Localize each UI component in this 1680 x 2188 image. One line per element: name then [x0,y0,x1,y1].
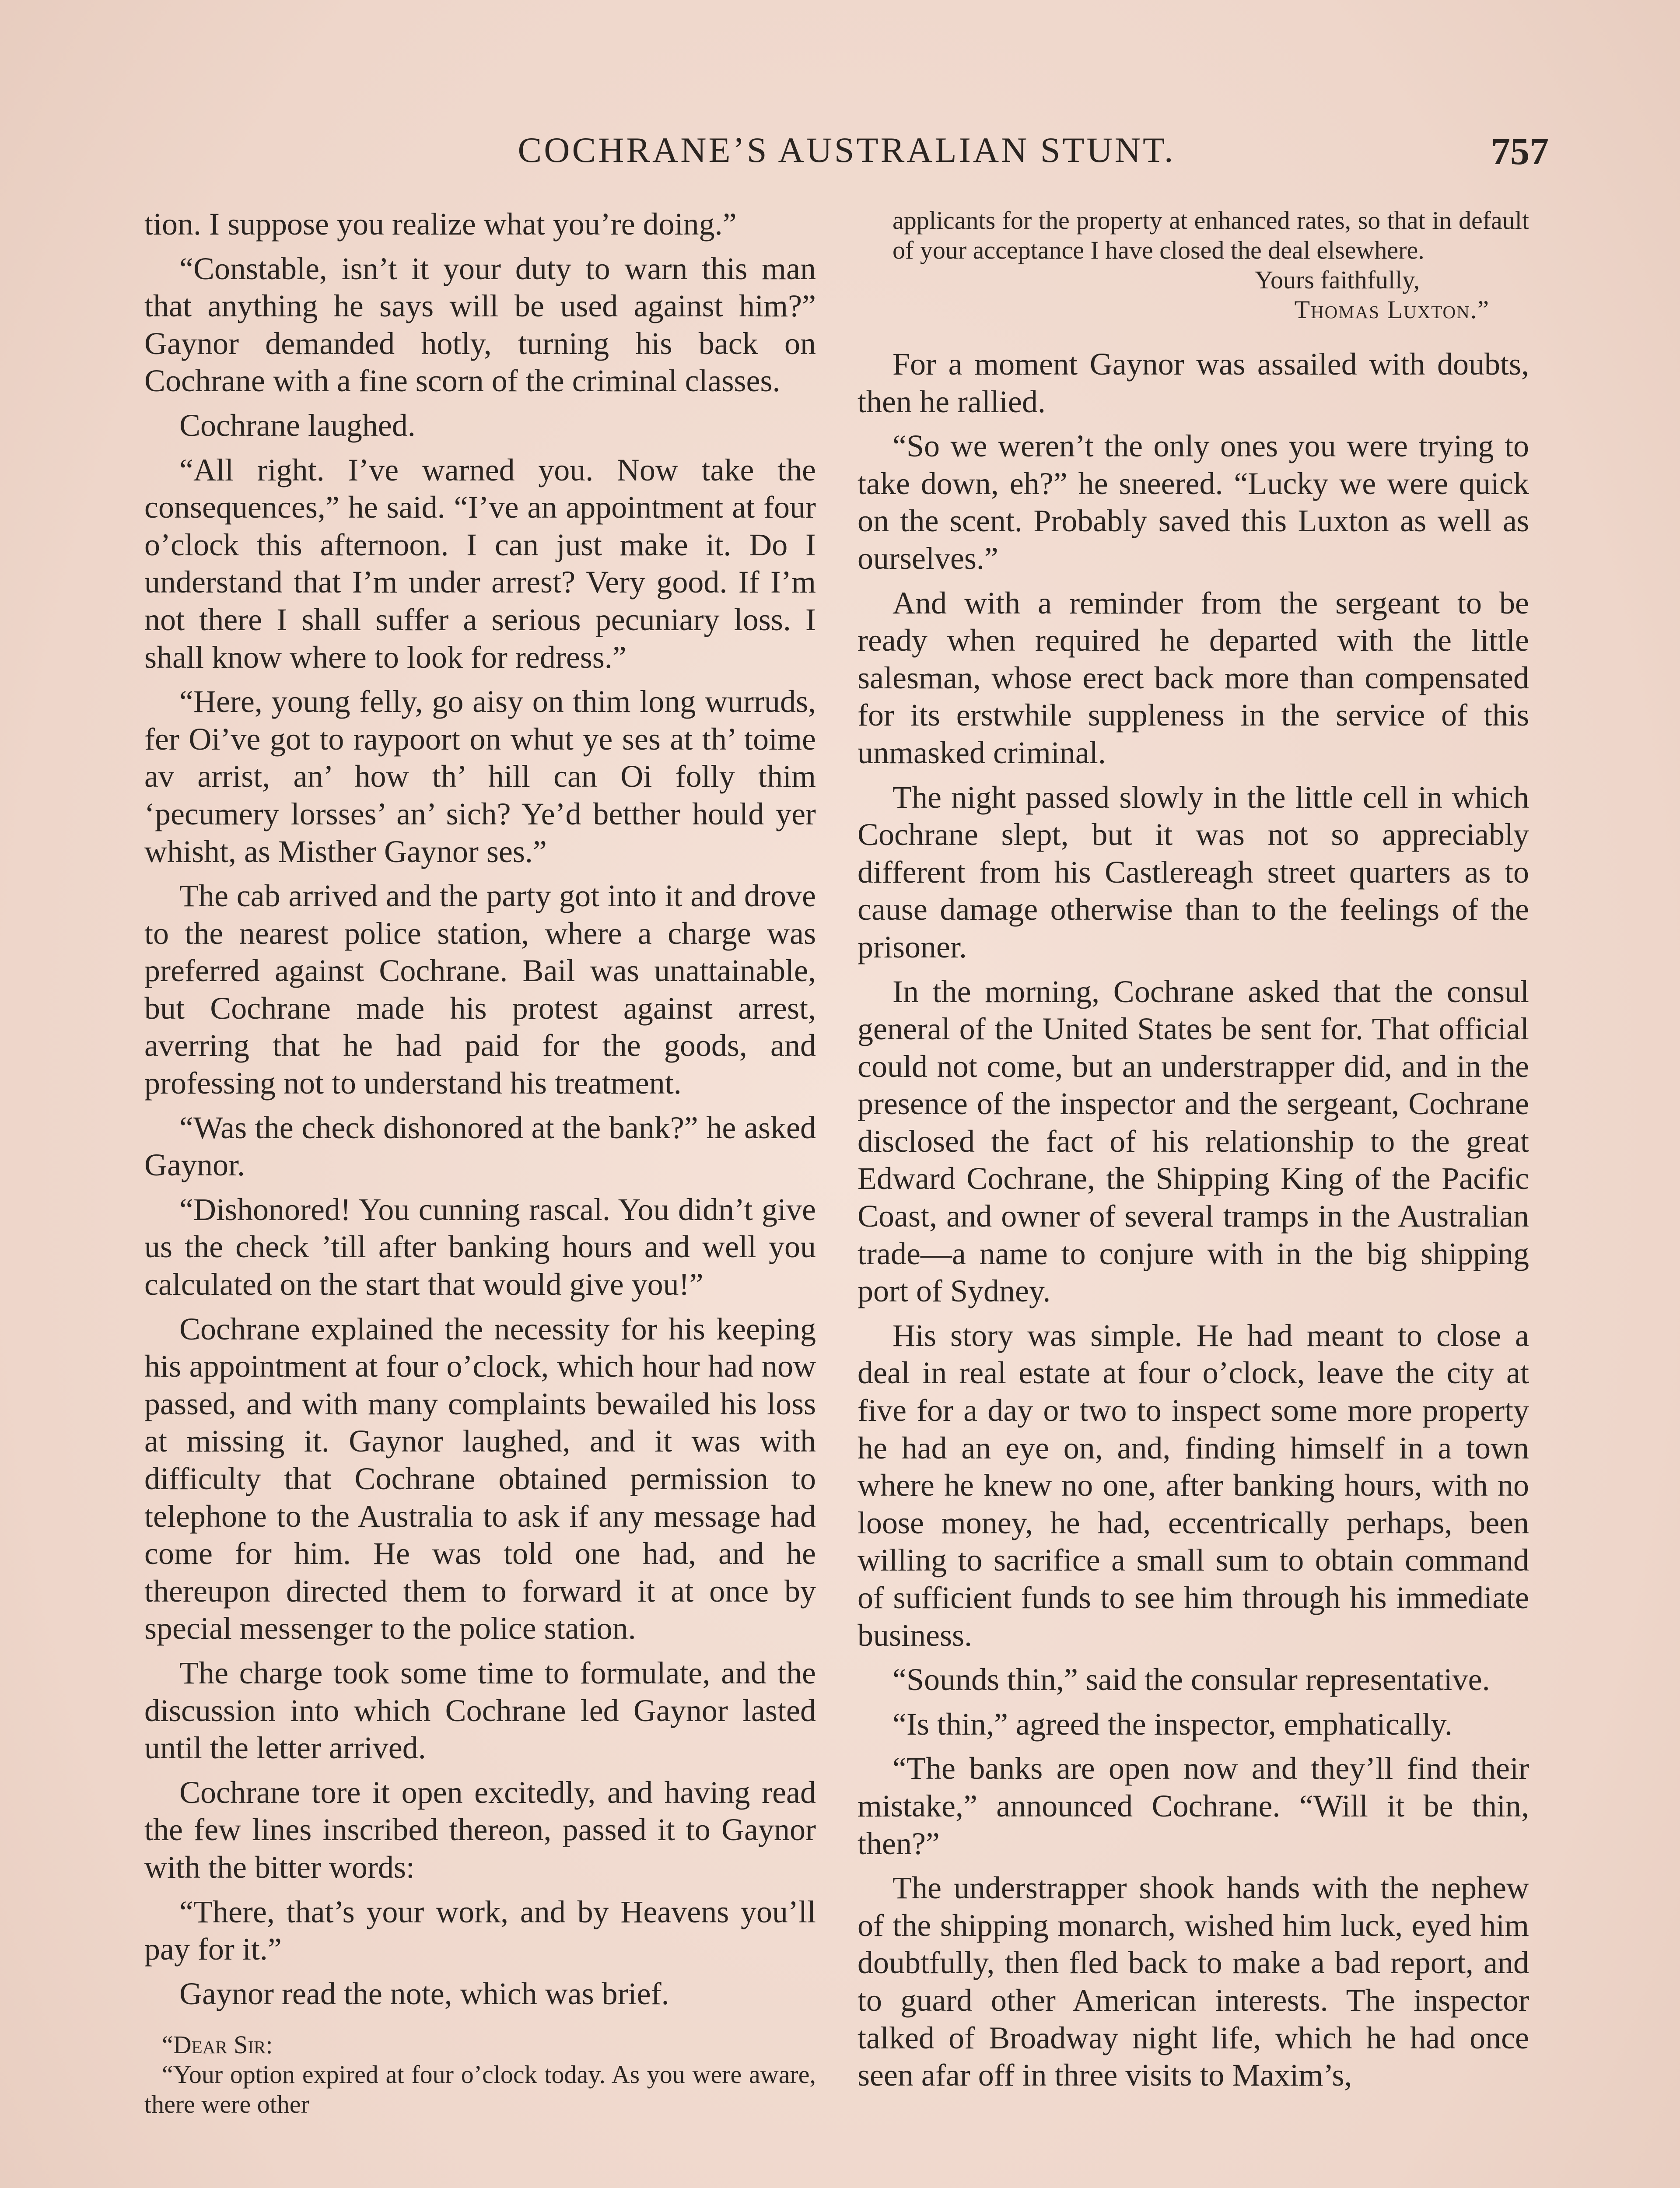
paragraph: “Is thin,” agreed the inspector, emphatically. [892,1706,1452,1742]
paragraph: His story was simple. He had meant to close a deal in real estate at four o’clock, leave the city at five for a day or two to inspect some more property he had an eye on, and, finding himself in a town where he knew no one, after banking hours, with no loose money, he had, eccentrically perhaps, been willing to sacrifice a small sum to obtain command of sufficient funds to see him through his immediate business. [858,1318,1529,1653]
page-number: 757 [1491,130,1549,173]
paragraph: “Was the check dishonored at the bank?” he asked Gaynor. [144,1110,816,1183]
letter-body-end: applicants for the property at enhanced rates, so that in default of your acceptance I have closed the deal elsewhere. [892,206,1529,264]
right-paragraphs [858,346,1529,2094]
paragraph: Cochrane explained the necessity for his keeping his appointment at four o’clock, which hour had now passed, and with many complaints bewailed his loss at missing it. Gaynor laughed, and it was with difficulty that Cochrane obtained permission to telephone to the Australia to ask if any message had come for him. He was told one had, and he thereupon directed them to forward it at once by special messenger to the police station. [144,1311,816,1646]
letter-block-start [144,2030,816,2119]
page-header [144,130,1549,182]
paragraph: The cab arrived and the party got into it and drove to the nearest police station, where a charge was preferred against Cochrane. Bail was unattainable, but Cochrane made his protest against arrest, averring that he had paid for the goods, and professing not to understand his treatment. [144,878,816,1101]
paragraph: For a moment Gaynor was assailed with doubts, then he rallied. [858,347,1529,419]
paragraph: And with a reminder from the sergeant to be ready when required he departed with the little salesman, whose erect back more than compensated for its erstwhile suppleness in the service of this unmasked criminal. [858,585,1529,770]
paragraph: tion. I suppose you realize what you’re doing.” [144,207,737,242]
left-paragraphs [144,206,816,2013]
letter-closing: Yours faithfully, [1254,266,1420,294]
right-column [858,206,1529,2094]
paragraph: “Constable, isn’t it your duty to warn this man that anything he says will be used against him?” Gaynor demanded hotly, turning his back on Cochrane with a fine scorn of the criminal classes. [144,251,816,399]
paragraph: “There, that’s your work, and by Heavens you’ll pay for it.” [144,1894,816,1967]
paragraph: Cochrane tore it open excitedly, and having read the few lines inscribed thereon, passed it to Gaynor with the bitter words: [144,1774,816,1885]
paragraph: In the morning, Cochrane asked that the consul general of the United States be sent for. That official could not come, but an understrapper did, and in the presence of the inspector and the sergeant, Cochrane disclosed the fact of his relationship to the great Edward Cochrane, the Shipping King of the Pacific Coast, and owner of several tramps in the Australian trade—a name to conjure with in the big shipping port of Sydney. [858,974,1529,1309]
paragraph: “All right. I’ve warned you. Now take the consequences,” he said. “I’ve an appointment at four o’clock this afternoon. I can just make it. Do I understand that I’m under arrest? Very good. If I’m not there I shall suffer a serious pecuniary loss. I shall know where to look for redress.” [144,452,816,675]
letter-block-end [858,206,1529,325]
paragraph: The charge took some time to formulate, and the discussion into which Cochrane led Gaynor lasted until the letter arrived. [144,1655,816,1766]
letter-body-start: “Your option expired at four o’clock today. As you were aware, there were other [144,2060,816,2119]
paragraph: “Here, young felly, go aisy on thim long wurruds, fer Oi’ve got to raypoort on whut ye ses at th’ toime av arrist, an’ how th’ hill can Oi folly thim ‘pecumery lorsses’ an’ sich? Ye’d betther hould yer whisht, as Misther Gaynor ses.” [144,684,816,869]
paragraph: The night passed slowly in the little cell in which Cochrane slept, but it was not so appreciably different from his Castlereagh street quarters as to cause damage otherwise than to the feelings of the prisoner. [858,779,1529,964]
paragraph: Cochrane laughed. [179,407,416,443]
paragraph: “The banks are open now and they’ll find their mistake,” announced Cochrane. “Will it be thin, then?” [858,1751,1529,1861]
paragraph: “Dishonored! You cunning rascal. You didn’t give us the check ’till after banking hours and well you calculated on the start that would give you!” [144,1192,816,1302]
paragraph: “So we weren’t the only ones you were trying to take down, eh?” he sneered. “Lucky we were quick on the scent. Probably saved this Luxton as well as ourselves.” [858,428,1529,576]
paragraph: “Sounds thin,” said the consular representative. [892,1662,1490,1697]
left-column [144,206,816,2119]
paragraph: The understrapper shook hands with the nephew of the shipping monarch, wished him luck, eyed him doubtfully, then fled back to make a bad report, and to guard other American interests. The inspector talked of Broadway night life, which he had once seen afar off in three visits to Maxim’s, [858,1870,1529,2093]
paragraph: Gaynor read the note, which was brief. [179,1976,669,2011]
running-title: COCHRANE’S AUSTRALIAN STUNT. [518,130,1176,170]
letter-salutation: “Dear Sir: [162,2030,273,2059]
letter-signature: Thomas Luxton.” [1294,295,1490,324]
